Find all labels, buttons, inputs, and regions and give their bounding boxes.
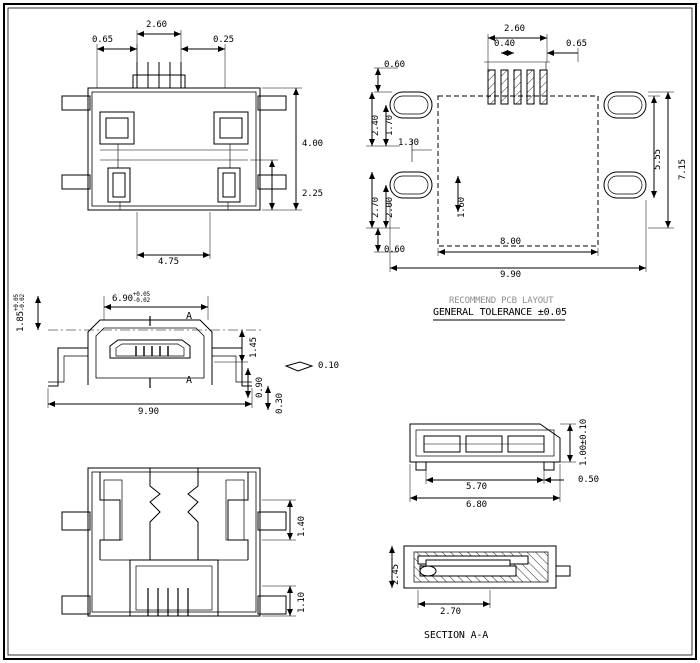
dim-label-1-40: 1.40 bbox=[297, 516, 307, 537]
dim-label-5-70: 5.70 bbox=[466, 482, 487, 492]
dim-label-2-00-pcb: 2.00 bbox=[385, 197, 395, 218]
dim-label-1-45: 1.45 bbox=[249, 337, 259, 358]
dim-label-1-00: 1.00±0.10 bbox=[579, 419, 589, 466]
dim-label-2-60-pcb: 2.60 bbox=[504, 24, 525, 34]
dim-label-2-70-pcb: 2.70 bbox=[371, 197, 381, 218]
dim-label-9-90-pcb: 9.90 bbox=[500, 270, 521, 280]
dim-label-2-70: 2.70 bbox=[440, 607, 461, 617]
dim-label-1-85 bbox=[14, 294, 27, 332]
dim-label-0-30: 0.30 bbox=[275, 393, 285, 414]
section-mark-a-bottom: A bbox=[186, 375, 192, 386]
dim-tol-6-90-lower: -0.02 bbox=[132, 297, 150, 305]
dim-label-7-15-pcb: 7.15 bbox=[678, 159, 688, 180]
dim-value-6-90: 6.90 bbox=[112, 293, 133, 304]
dim-label-9-90-front: 9.90 bbox=[138, 407, 159, 417]
dim-tol-1-85-lower: -0.02 bbox=[19, 294, 27, 312]
dim-label-0-60-pcb-lower: 0.60 bbox=[384, 245, 405, 255]
section-mark-a-top: A bbox=[186, 311, 192, 322]
dim-label-0-25-top: 0.25 bbox=[213, 35, 234, 45]
dim-label-6-90 bbox=[112, 292, 150, 305]
dim-label-0-40-pcb: 0.40 bbox=[494, 39, 515, 49]
dim-label-1-30-pcb: 1.30 bbox=[398, 138, 419, 148]
dim-label-2-45: 2.45 bbox=[391, 564, 401, 585]
dim-label-0-65-pcb: 0.65 bbox=[566, 39, 587, 49]
note-recommend-pcb-layout: RECOMMEND PCB LAYOUT bbox=[449, 296, 554, 306]
dim-label-0-10: 0.10 bbox=[318, 361, 339, 371]
dim-label-6-80: 6.80 bbox=[466, 500, 487, 510]
dim-label-4-00-top: 4.00 bbox=[302, 139, 323, 149]
dim-label-0-65-top: 0.65 bbox=[92, 35, 113, 45]
dim-value-1-85: 1.85 bbox=[15, 311, 26, 332]
dim-label-1-70-pcb: 1.70 bbox=[385, 115, 395, 136]
dim-label-2-40-pcb: 2.40 bbox=[371, 115, 381, 136]
dim-label-1-10: 1.10 bbox=[297, 592, 307, 613]
dim-tol-1-85-upper: +0.05 bbox=[13, 294, 20, 312]
dim-label-2-60-top: 2.60 bbox=[146, 20, 167, 30]
dim-label-0-90: 0.90 bbox=[255, 377, 265, 398]
note-general-tolerance: GENERAL TOLERANCE ±0.05 bbox=[433, 307, 567, 318]
dim-label-8-00-pcb: 8.00 bbox=[500, 237, 521, 247]
dim-tol-6-90-upper: +0.05 bbox=[132, 291, 150, 298]
dim-label-0-50: 0.50 bbox=[578, 475, 599, 485]
dim-label-4-75-top: 4.75 bbox=[158, 257, 179, 267]
dim-label-5-55-pcb: 5.55 bbox=[653, 149, 663, 170]
dim-label-1-60-pcb: 1.60 bbox=[457, 197, 467, 218]
dim-label-2-25-top: 2.25 bbox=[302, 189, 323, 199]
dim-label-0-60-pcb-upper: 0.60 bbox=[384, 60, 405, 70]
note-section-a-a: SECTION A-A bbox=[424, 630, 489, 641]
